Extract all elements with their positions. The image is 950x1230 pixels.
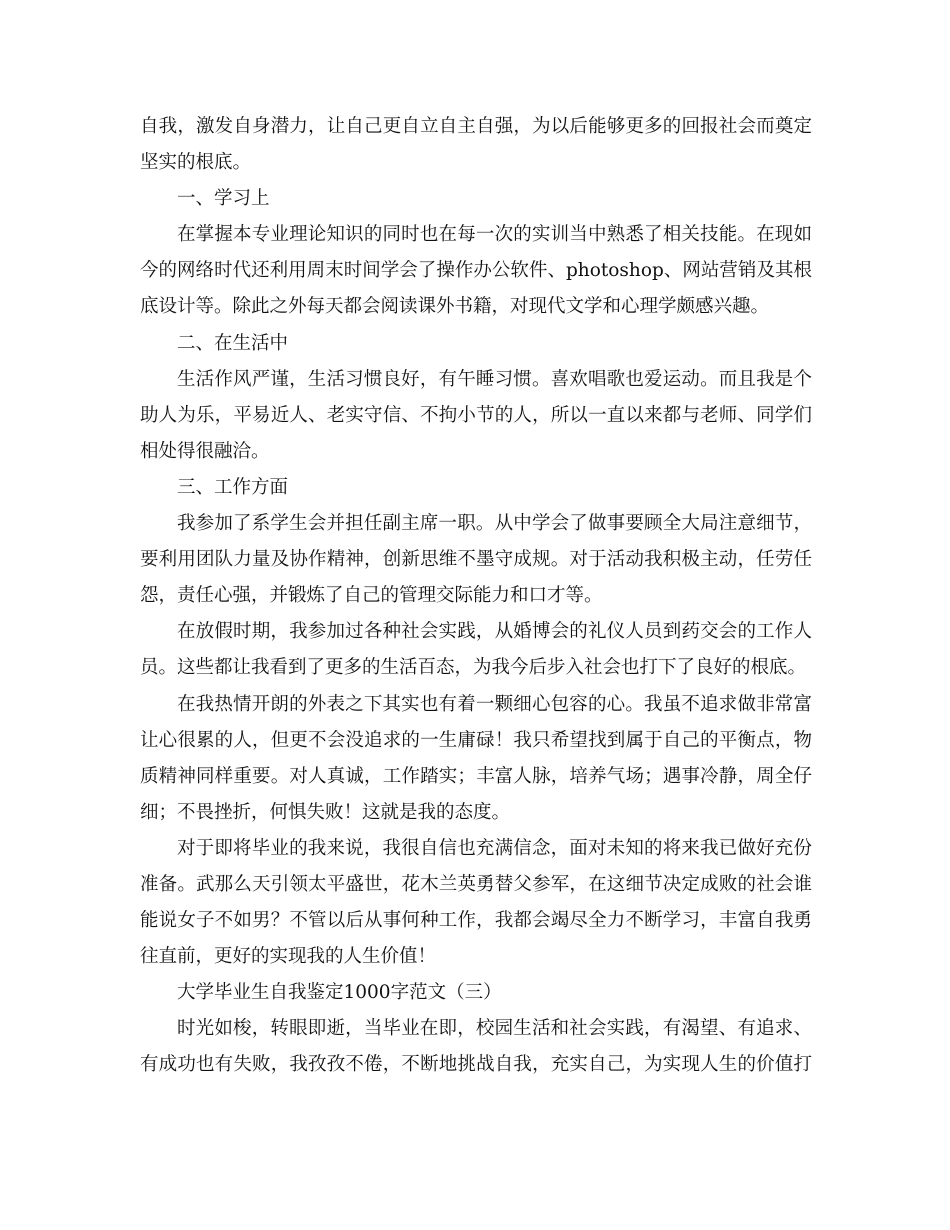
text-line: 怨，责任心强，并锻炼了自己的管理交际能力和口才等。 xyxy=(140,585,603,607)
text-line: 我参加了系学生会并担任副主席一职。从中学会了做事要顾全大局注意细节， xyxy=(177,513,812,535)
text-line: 在我热情开朗的外表之下其实也有着一颗细心包容的心。我虽不追求做非常富 xyxy=(177,693,812,715)
text-line: 往直前，更好的实现我的人生价值！ xyxy=(140,946,437,968)
text-line: 细；不畏挫折，何惧失败！这就是我的态度。 xyxy=(140,801,511,823)
text-line: 要利用团队力量及协作精神，创新思维不墨守成规。对于活动我积极主动，任劳任 xyxy=(140,549,812,571)
text-line: 二、在生活中 xyxy=(177,332,289,354)
paragraph xyxy=(140,506,812,614)
text-line: 自我，激发自身潜力，让自己更自立自主自强，为以后能够更多的回报社会而奠定 xyxy=(140,116,812,137)
text-line: 生活作风严谨，生活习惯良好，有午睡习惯。喜欢唱歌也爱运动。而且我是个 xyxy=(177,368,812,390)
text-line: 让心很累的人，但更不会没追求的一生庸碌！我只希望找到属于自己的平衡点，物 xyxy=(140,729,812,751)
text-line: 大学毕业生自我鉴定1000字范文（三） xyxy=(177,982,502,1004)
text-line: 坚实的根底。 xyxy=(140,152,252,174)
text-line: 准备。武那么天引领太平盛世，花木兰英勇替父参军，在这细节决定成败的社会谁 xyxy=(140,873,812,895)
section-heading xyxy=(140,181,812,217)
document-body xyxy=(140,109,812,1084)
paragraph xyxy=(140,109,812,181)
text-line: 员。这些都让我看到了更多的生活百态，为我今后步入社会也打下了良好的根底。 xyxy=(140,657,807,679)
text-line: 助人为乐，平易近人、老实守信、不拘小节的人，所以一直以来都与老师、同学们 xyxy=(140,404,812,426)
text-line: 底设计等。除此之外每天都会阅读课外书籍，对现代文学和心理学颇感兴趣。 xyxy=(140,296,770,318)
text-line: 今的网络时代还利用周末时间学会了操作办公软件、photoshop、网站营销及其根 xyxy=(140,260,812,282)
text-line: 质精神同样重要。对人真诚，工作踏实；丰富人脉，培养气场；遇事冷静，周全仔 xyxy=(140,765,812,787)
paragraph xyxy=(140,1011,812,1083)
text-line: 有成功也有失败，我孜孜不倦，不断地挑战自我，充实自己，为实现人生的价值打 xyxy=(140,1054,812,1076)
text-line: 能说女子不如男？不管以后从事何种工作，我都会竭尽全力不断学习，丰富自我勇 xyxy=(140,910,812,932)
text-line: 三、工作方面 xyxy=(177,476,289,498)
text-line: 对于即将毕业的我来说，我很自信也充满信念，面对未知的将来我已做好充份 xyxy=(177,837,812,859)
paragraph xyxy=(140,362,812,470)
text-line: 一、学习上 xyxy=(177,188,270,210)
paragraph xyxy=(140,217,812,325)
text-line: 在掌握本专业理论知识的同时也在每一次的实训当中熟悉了相关技能。在现如 xyxy=(177,224,812,246)
section-heading xyxy=(140,470,812,506)
section-heading xyxy=(140,326,812,362)
paragraph xyxy=(140,614,812,686)
text-line: 在放假时期，我参加过各种社会实践，从婚博会的礼仪人员到药交会的工作人 xyxy=(177,621,812,643)
text-line: 相处得很融洽。 xyxy=(140,440,270,462)
paragraph xyxy=(140,831,812,975)
paragraph xyxy=(140,687,812,831)
section-heading xyxy=(140,975,812,1011)
text-line: 时光如梭，转眼即逝，当毕业在即，校园生活和社会实践，有渴望、有追求、 xyxy=(177,1018,812,1040)
